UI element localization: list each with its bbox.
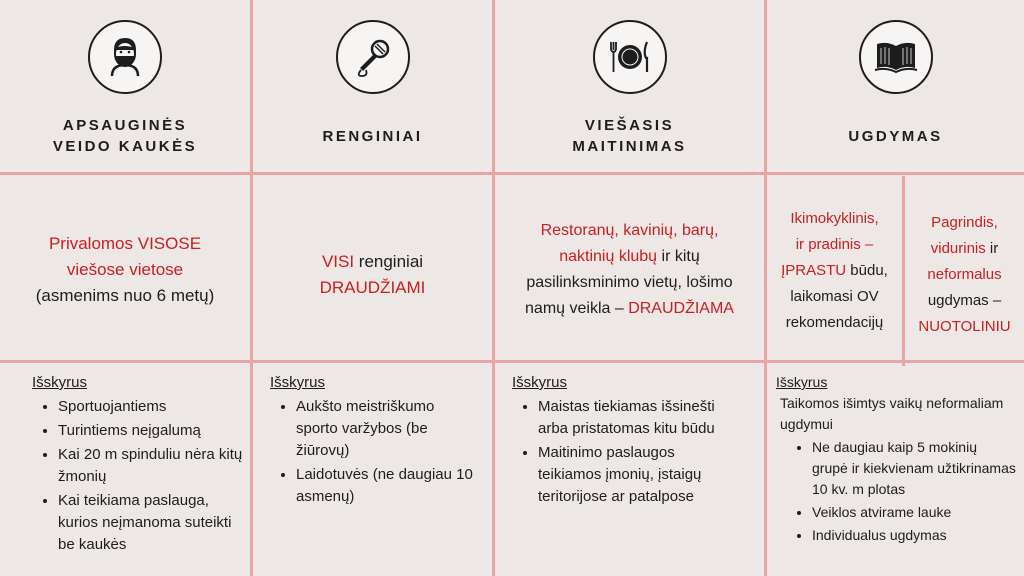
list-item: • Turintiems neįgalumą [58,420,246,442]
exceptions-title: Išskyrus [270,374,326,391]
rule-emphasis: ĮPRASTU [781,262,847,279]
rule-text: būdu, [846,262,888,279]
open-book-icon [859,20,933,94]
column-title-line: VIEŠASIS [584,117,675,134]
column-title-line: MAITINIMAS [572,138,687,155]
rule-line: Restoranų, kavinių, barų, [540,222,719,239]
list-item: • Aukšto meistriškumo sporto varžybos (be žiūrovų) [296,396,480,462]
list-item: • Ne daugiau kaip 5 mokinių grupė ir kiekvienam užtikrinamas 10 kv. m plotas [812,437,1016,500]
exceptions-list [512,396,727,508]
rule-emphasis: VISI [321,252,355,271]
rule-education-preschool [767,206,902,336]
rule-line: NUOTOLINIU [918,318,1011,335]
row-divider-1 [0,172,1024,175]
rule-line: neformalus [927,266,1002,283]
rule-line: Pagrindis, [931,214,998,231]
column-title-line: APSAUGINĖS [62,117,188,134]
column-title-line: VEIDO KAUKĖS [52,138,198,155]
exceptions-title: Išskyrus [776,374,828,390]
plate-cutlery-icon [593,20,667,94]
rule-line: Ikimokyklinis, [790,210,879,227]
list-item: • Laidotuvės (ne daugiau 10 asmenų) [296,464,480,508]
exceptions-catering [512,372,727,508]
rule-education-secondary [905,210,1024,340]
rule-text: ir [985,240,999,257]
rule-events [253,249,492,301]
list-item: • Veiklos atvirame lauke [812,502,1016,523]
column-header-catering [495,0,764,172]
list-item: • Sportuojantiems [58,396,246,418]
rule-masks [0,231,250,309]
exceptions-education [776,372,1016,546]
face-mask-icon [88,20,162,94]
list-item: • Individualus ugdymas [812,525,1016,546]
list-item: • Maistas tiekiamas išsinešti arba pristatomas kitu būdu [538,396,727,440]
rule-line: Privalomos VISOSE [48,234,202,253]
column-title-line: RENGINIAI [322,128,423,145]
exceptions-masks [32,372,246,556]
exceptions-events [270,372,480,508]
rule-line: ir pradinis – [795,236,874,253]
rule-line: rekomendacijų [785,314,884,331]
rule-emphasis: naktinių klubų [559,248,658,265]
rule-line: (asmenims nuo 6 metų) [35,286,215,305]
row-divider-2 [0,360,1024,363]
rule-text: renginiai [354,252,424,271]
exceptions-list [270,396,480,508]
rule-line: laikomasi OV [790,288,879,305]
rule-line: viešose vietose [66,260,184,279]
microphone-icon [336,20,410,94]
rule-text: ir kitų [657,248,700,265]
column-title-line: UGDYMAS [848,128,943,145]
exceptions-title: Išskyrus [32,374,88,391]
exceptions-title: Išskyrus [512,374,568,391]
exceptions-list [32,396,246,556]
rule-catering [495,218,764,322]
rule-emphasis: vidurinis [930,240,986,257]
rule-line: pasilinksminimo vietų, lošimo [526,274,733,291]
rule-line: ugdymas – [927,292,1002,309]
list-item: • Maitinimo paslaugos teikiamos įmonių, įstaigų teritorijose ar patalpose [538,442,727,508]
column-header-education [767,0,1024,172]
exceptions-list [776,437,1016,546]
list-item: • Kai 20 m spinduliu nėra kitų žmonių [58,444,246,488]
exceptions-intro: Taikomos išimtys vaikų neformaliam ugdymui [780,395,1004,432]
column-header-events [253,0,492,172]
column-header-masks [0,0,250,172]
list-item: • Kai teikiama paslauga, kurios neįmanoma suteikti be kaukės [58,490,246,556]
rule-emphasis: DRAUDŽIAMI [319,278,426,297]
rule-text: namų veikla – [525,300,629,317]
rule-emphasis: DRAUDŽIAMA [628,300,734,317]
